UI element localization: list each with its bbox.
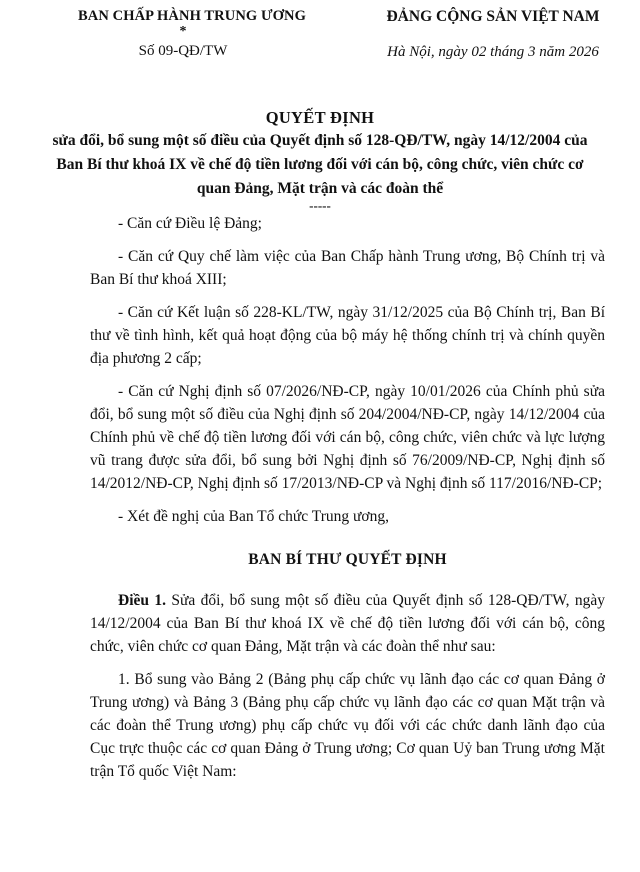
- document-body: [90, 212, 605, 793]
- place-and-date: Hà Nội, ngày 02 tháng 3 năm 2026: [387, 44, 599, 60]
- preamble-item: - Căn cứ Kết luận số 228-KL/TW, ngày 31/12/2025 của Bộ Chính trị, Ban Bí thư về tình hình, kết quả hoạt động của bộ máy hệ thống chính trị và chính quyền địa phương 2 cấp;: [90, 304, 605, 367]
- issuing-organization: BAN CHẤP HÀNH TRUNG ƯƠNG: [78, 8, 306, 24]
- title-block: [40, 108, 600, 211]
- document-header: [0, 8, 640, 78]
- preamble-item: - Căn cứ Nghị định số 07/2026/NĐ-CP, ngày 10/01/2026 của Chính phủ sửa đổi, bổ sung một số điều của Nghị định số 204/2004/NĐ-CP, ngày 14/12/2004 của Chính phủ về chế độ tiền lương đối với cán bộ, công chức, viên chức và lực lượng vũ trang được sửa đổi, bổ sung bởi Nghị định số 76/2009/NĐ-CP, Nghị định số 14/2012/NĐ-CP, Nghị định số 17/2013/NĐ-CP và Nghị định số 117/2016/NĐ-CP;: [90, 383, 605, 492]
- decision-heading: BAN BÍ THƯ QUYẾT ĐỊNH: [248, 551, 447, 568]
- article-1-text: Sửa đổi, bổ sung một số điều của Quyết định số 128-QĐ/TW, ngày 14/12/2004 của Ban Bí thư khoá IX về chế độ tiền lương đối với cán bộ, công chức, viên chức cơ quan Đảng, Mặt trận và các đoàn thể như sau:: [90, 592, 605, 655]
- clause-1: 1. Bổ sung vào Bảng 2 (Bảng phụ cấp chức vụ lãnh đạo các cơ quan Đảng ở Trung ương) và Bảng 3 (Bảng phụ cấp chức vụ lãnh đạo các cơ quan Mặt trận và các đoàn thể Trung ương) phụ cấp chức vụ đối với các chức danh lãnh đạo của Cục trực thuộc các cơ quan Đảng ở Trung ương; Cơ quan Uỷ ban Trung ương Mặt trận Tổ quốc Việt Nam:: [90, 671, 605, 780]
- party-name: ĐẢNG CỘNG SẢN VIỆT NAM: [386, 8, 600, 25]
- article-1-label: Điều 1.: [118, 592, 166, 609]
- issuing-authority-block: [78, 8, 306, 60]
- document-type: QUYẾT ĐỊNH: [265, 108, 375, 127]
- document-subtitle: sửa đổi, bổ sung một số điều của Quyết định số 128-QĐ/TW, ngày 14/12/2004 của Ban Bí thư khoá IX về chế độ tiền lương đối với cán bộ, công chức, viên chức cơ quan Đảng, Mặt trận và các đoàn thể: [52, 132, 588, 197]
- document-number: Số 09-QĐ/TW: [138, 43, 228, 59]
- header-star: *: [179, 24, 187, 39]
- preamble-item: - Căn cứ Điều lệ Đảng;: [118, 215, 262, 232]
- preamble-item: - Xét đề nghị của Ban Tổ chức Trung ương,: [118, 508, 389, 525]
- title-separator: -----: [309, 198, 331, 213]
- article-1: [90, 589, 605, 658]
- preamble-item: - Căn cứ Quy chế làm việc của Ban Chấp hành Trung ương, Bộ Chính trị và Ban Bí thư khoá XIII;: [90, 248, 605, 288]
- party-block: [370, 8, 616, 61]
